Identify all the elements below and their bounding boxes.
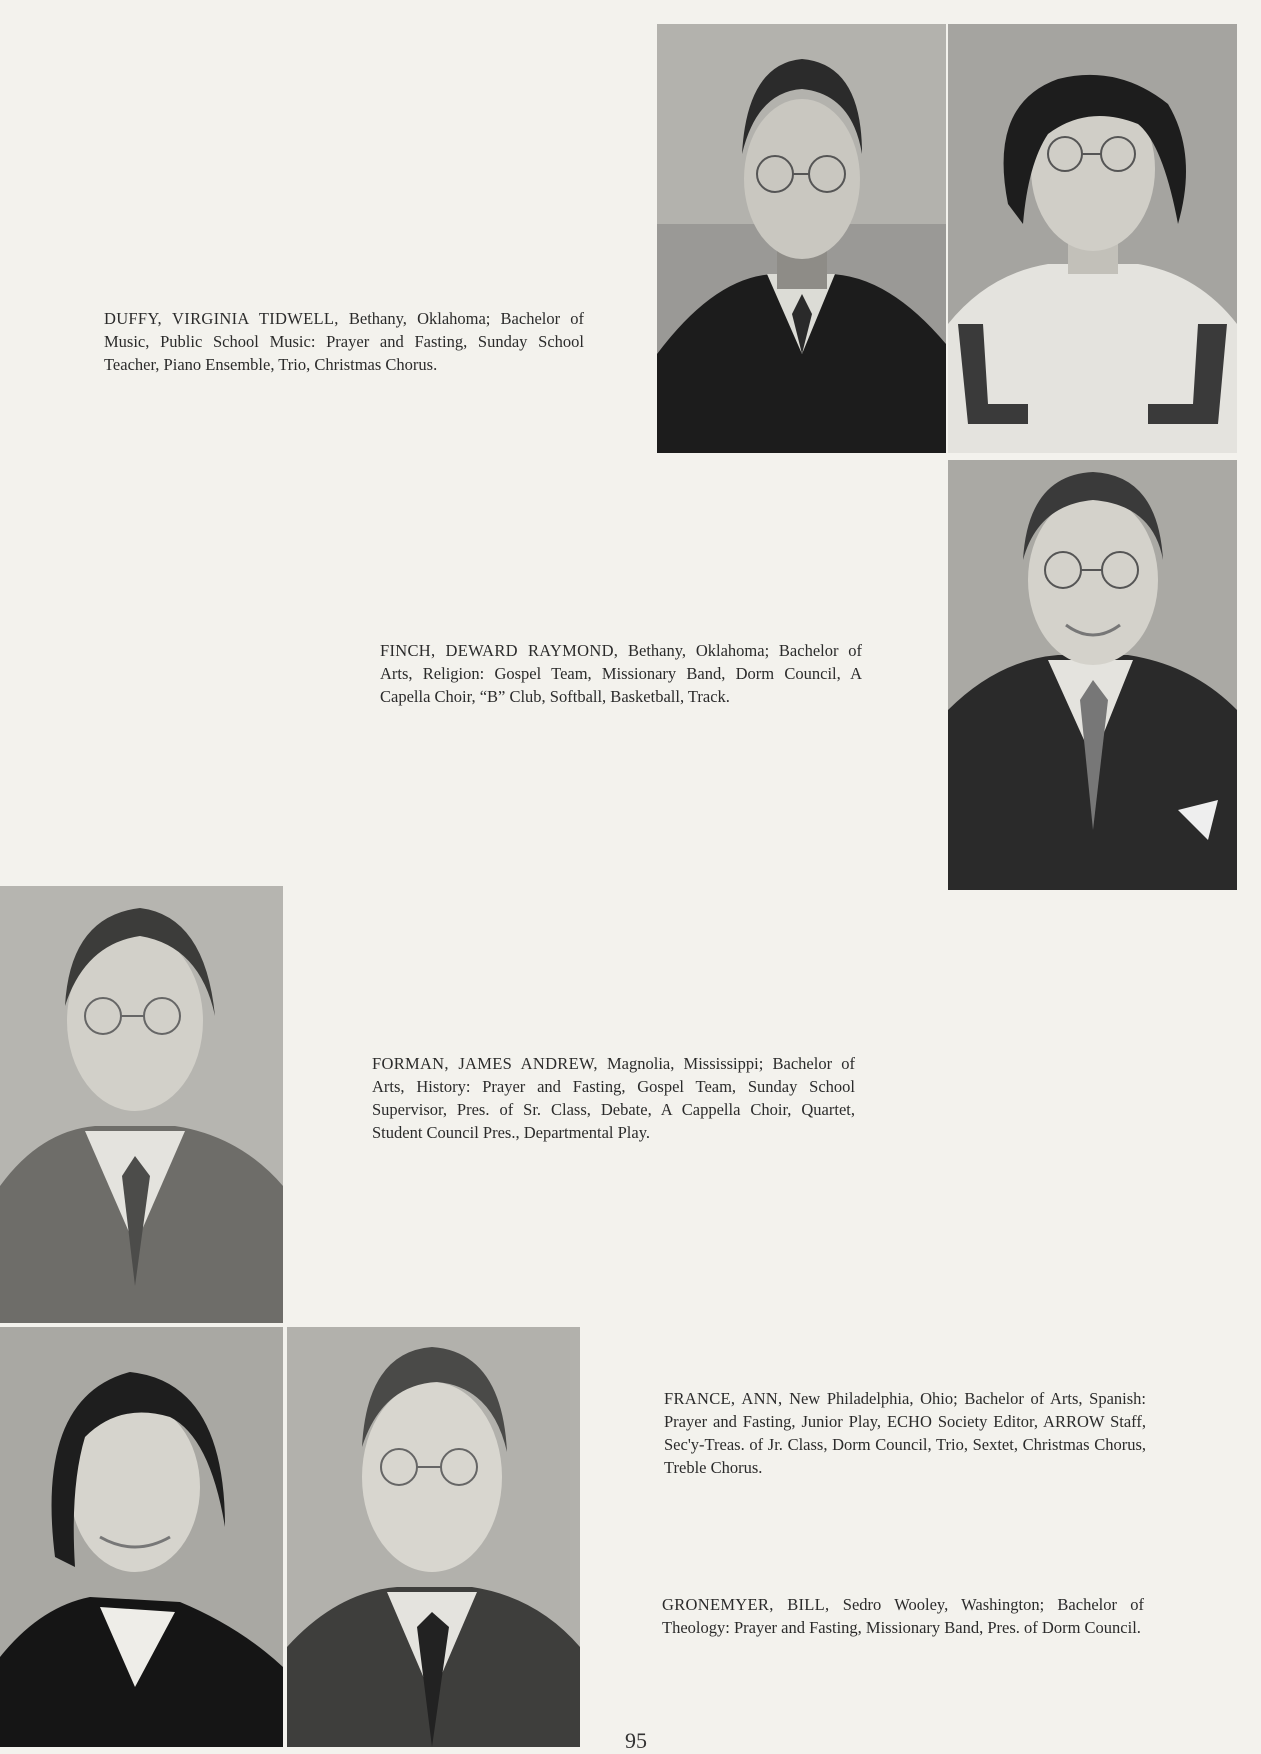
page-number: 95 (625, 1728, 647, 1753)
bio-finch (380, 639, 862, 708)
bio-forman (372, 1052, 855, 1144)
bio-duffy (104, 307, 584, 376)
bio-france (664, 1387, 1146, 1479)
bio-name: FRANCE, ANN, (664, 1389, 783, 1408)
bio-name: FINCH, DEWARD RAYMOND, (380, 641, 619, 660)
portrait-photo-man-glasses-2 (948, 460, 1237, 890)
bio-name: GRONEMYER, BILL, (662, 1595, 830, 1614)
bio-text: Bethany, Oklahoma; Bachelor of Music, Public School Music: Prayer and Fasting, Sunday School Teacher, Piano Ensemble, Trio, Christmas Chorus. (104, 309, 585, 374)
bio-name: DUFFY, VIRGINIA TIDWELL, (104, 309, 339, 328)
portrait-photo-man-glasses-4 (287, 1327, 580, 1747)
bio-name: FORMAN, JAMES ANDREW, (372, 1054, 598, 1073)
portrait-photo-man-glasses-1 (657, 24, 946, 453)
bio-gronemyer (662, 1593, 1144, 1639)
bio-text: Magnolia, Mississippi; Bachelor of Arts, History: Prayer and Fasting, Gospel Team, Sunday School Supervisor, Pres. of Sr. Class, Debate, A Cappella Choir, Quartet, Student Council Pres., Departmental Play. (372, 1054, 855, 1142)
portrait-photo-woman-2 (0, 1327, 283, 1747)
bio-text: Bethany, Oklahoma; Bachelor of Arts, Religion: Gospel Team, Missionary Band, Dorm Council, A Capella Choir, “B” Club, Softball, Basketball, Track. (380, 641, 862, 706)
portrait-photo-woman-1 (948, 24, 1237, 453)
bio-text: Sedro Wooley, Washington; Bachelor of Theology: Prayer and Fasting, Missionary Band, Pres. of Dorm Council. (662, 1595, 1144, 1637)
portrait-photo-man-glasses-3 (0, 886, 283, 1323)
bio-text: New Philadelphia, Ohio; Bachelor of Arts, Spanish: Prayer and Fasting, Junior Play, ECHO Society Editor, ARROW Staff, Sec'y-Treas. of Jr. Class, Dorm Council, Trio, Sextet, Christmas Chorus, Treble Chorus. (664, 1389, 1146, 1477)
